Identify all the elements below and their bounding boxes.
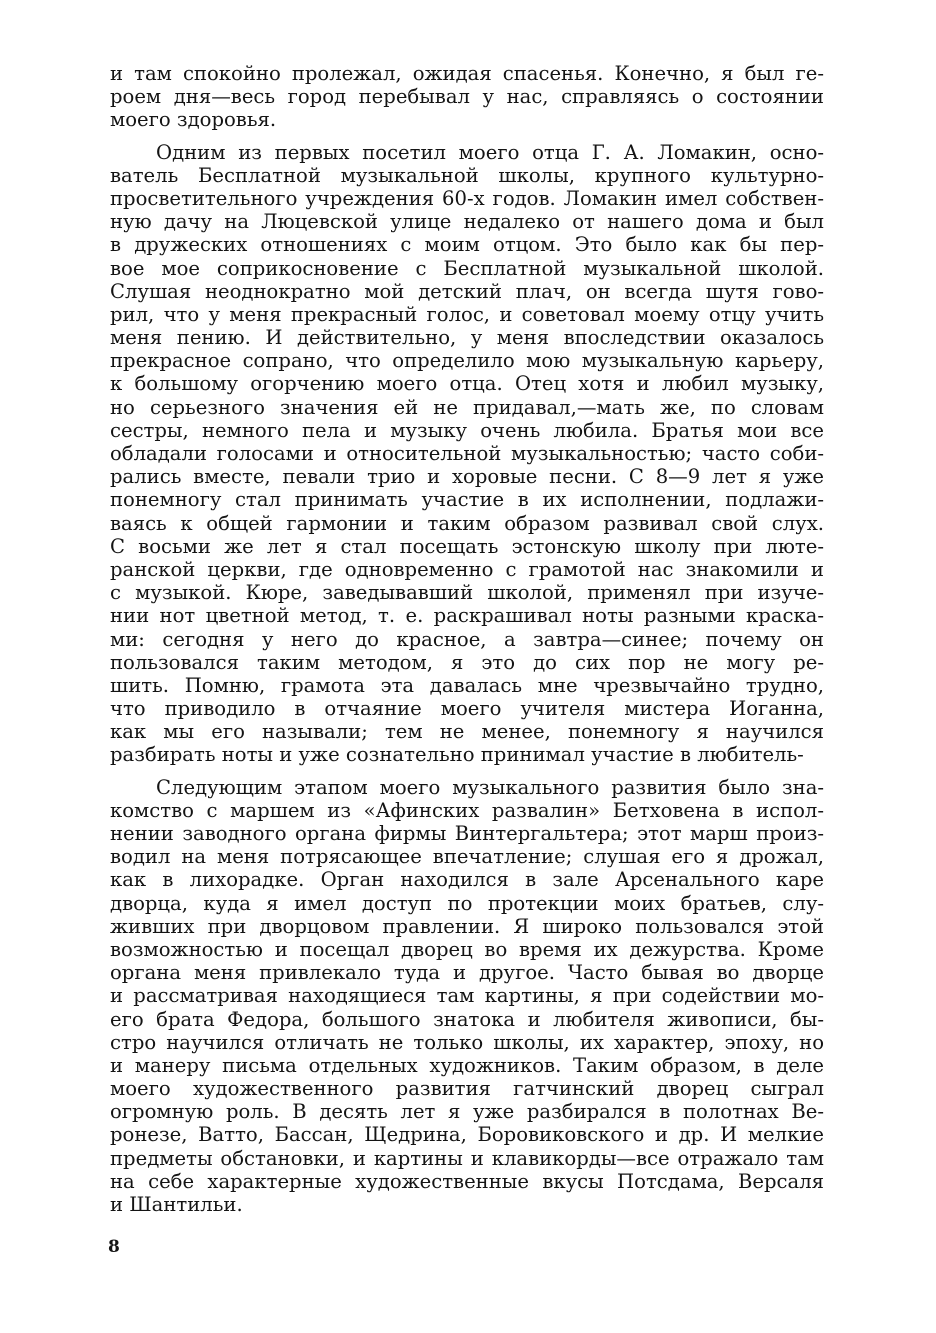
text-line: дворца, куда я имел доступ по протекции моих братьев, слу- [110,891,824,915]
text-line: огромную роль. В десять лет я уже разбирался в полотнах Ве- [110,1100,824,1124]
paragraph [110,141,824,767]
text-line: в дружеских отношениях с моим отцом. Это было как бы пер- [110,233,824,257]
text-line: ми: сегодня у него до красное, а завтра—синее; почему он [110,627,824,651]
text-line: меня пению. И действительно, у меня впоследствии оказалось [110,326,824,350]
text-line: просветительного учреждения 60-х годов. Ломакин имел собствен- [110,186,824,210]
text-line: ную дачу на Люцевской улице недалеко от нашего дома и был [110,210,824,234]
page-body [110,62,824,1216]
text-line: роем дня—весь город перебывал у нас, справляясь о состоянии [110,85,824,109]
text-line: нии нот цветной метод, т. е. раскрашивал ноты разными краска- [110,604,824,628]
text-line: и манеру письма отдельных художников. Таким образом, в деле [110,1053,824,1077]
text-line: его брата Федора, большого знатока и любителя живописи, бы- [110,1007,824,1031]
text-line: на себе характерные художественные вкусы Потсдама, Версаля [110,1169,824,1193]
text-line: живших при дворцовом правлении. Я широко пользовался этой [110,914,824,938]
text-line: рались вместе, певали трио и хоровые песни. С 8—9 лет я уже [110,465,824,489]
page-number: 8 [108,1237,120,1257]
paragraph [110,62,824,132]
text-line: обладали голосами и относительной музыкальностью; часто соби- [110,442,824,465]
text-line: предметы обстановки, и картины и клавикорды—все отражало там [110,1146,824,1170]
paragraph [110,776,824,1217]
text-line: понемногу стал принимать участие в их исполнении, подлажи- [110,488,824,512]
text-line: и Шантильи. [110,1193,243,1216]
text-line: Одним из первых посетил моего отца Г. А. Ломакин, осно- [156,140,824,164]
text-line: и рассматривая находящиеся там картины, я при содействии мо- [110,984,824,1008]
text-line: пользовался таким методом, я это до сих пор не могу ре- [110,650,824,674]
text-line: что приводило в отчаяние моего учителя мистера Иоганна, [110,697,824,721]
text-line: ватель Бесплатной музыкальной школы, крупного культурно- [110,163,824,187]
text-line: рил, что у меня прекрасный голос, и советовал моему отцу учить [110,302,824,326]
text-line: органа меня привлекало туда и другое. Часто бывая во дворце [110,961,824,985]
text-line: как в лихорадке. Орган находился в зале Арсенального каре [110,868,824,892]
text-line: но серьезного значения ей не придавал,—мать же, по словам [110,395,824,419]
text-line: шить. Помню, грамота эта давалась мне чрезвычайно трудно, [110,673,824,697]
text-line: нении заводного органа фирмы Винтергальтера; этот марш произ- [110,822,824,845]
text-line: к большому огорчению моего отца. Отец хотя и любил музыку, [110,372,824,396]
text-line: Слушая неоднократно мой детский плач, он всегда шутя гово- [110,279,824,303]
text-line: Следующим этапом моего музыкального развития было зна- [156,775,824,799]
text-line: стро научился отличать не только школы, их характер, эпоху, но [110,1030,824,1054]
text-line: возможностью и посещал дворец во время их дежурства. Кроме [110,937,824,961]
text-line: водил на меня потрясающее впечатление; слушая его я дрожал, [110,845,824,869]
text-line: разбирать ноты и уже сознательно принимал участие в любитель- [110,743,804,767]
text-line: ронезе, Ватто, Бассан, Щедрина, Боровиковского и др. И мелкие [110,1123,824,1147]
text-line: моего художественного развития гатчинский дворец сыграл [110,1077,824,1101]
text-line: вое мое соприкосновение с Бесплатной музыкальной школой. [110,256,824,280]
text-line: и там спокойно пролежал, ожидая спасенья. Конечно, я был ге- [110,62,824,85]
text-line: комство с маршем из «Афинских развалин» Бетховена в испол- [110,798,824,822]
text-line: сестры, немного пела и музыку очень любила. Братья мои все [110,418,824,442]
text-line: с музыкой. Кюре, заведывавший школой, применял при изуче- [110,581,824,605]
text-line: ранской церкви, где одновременно с грамотой нас знакомили и [110,557,824,581]
text-line: моего здоровья. [110,108,277,132]
text-line: как мы его называли; тем не менее, понемногу я научился [110,720,824,744]
text-line: С восьми же лет я стал посещать эстонскую школу при люте- [110,534,824,558]
text-line: ваясь к общей гармонии и таким образом развивал свой слух. [110,511,824,535]
text-line: прекрасное сопрано, что определило мою музыкальную карьеру, [110,349,824,373]
